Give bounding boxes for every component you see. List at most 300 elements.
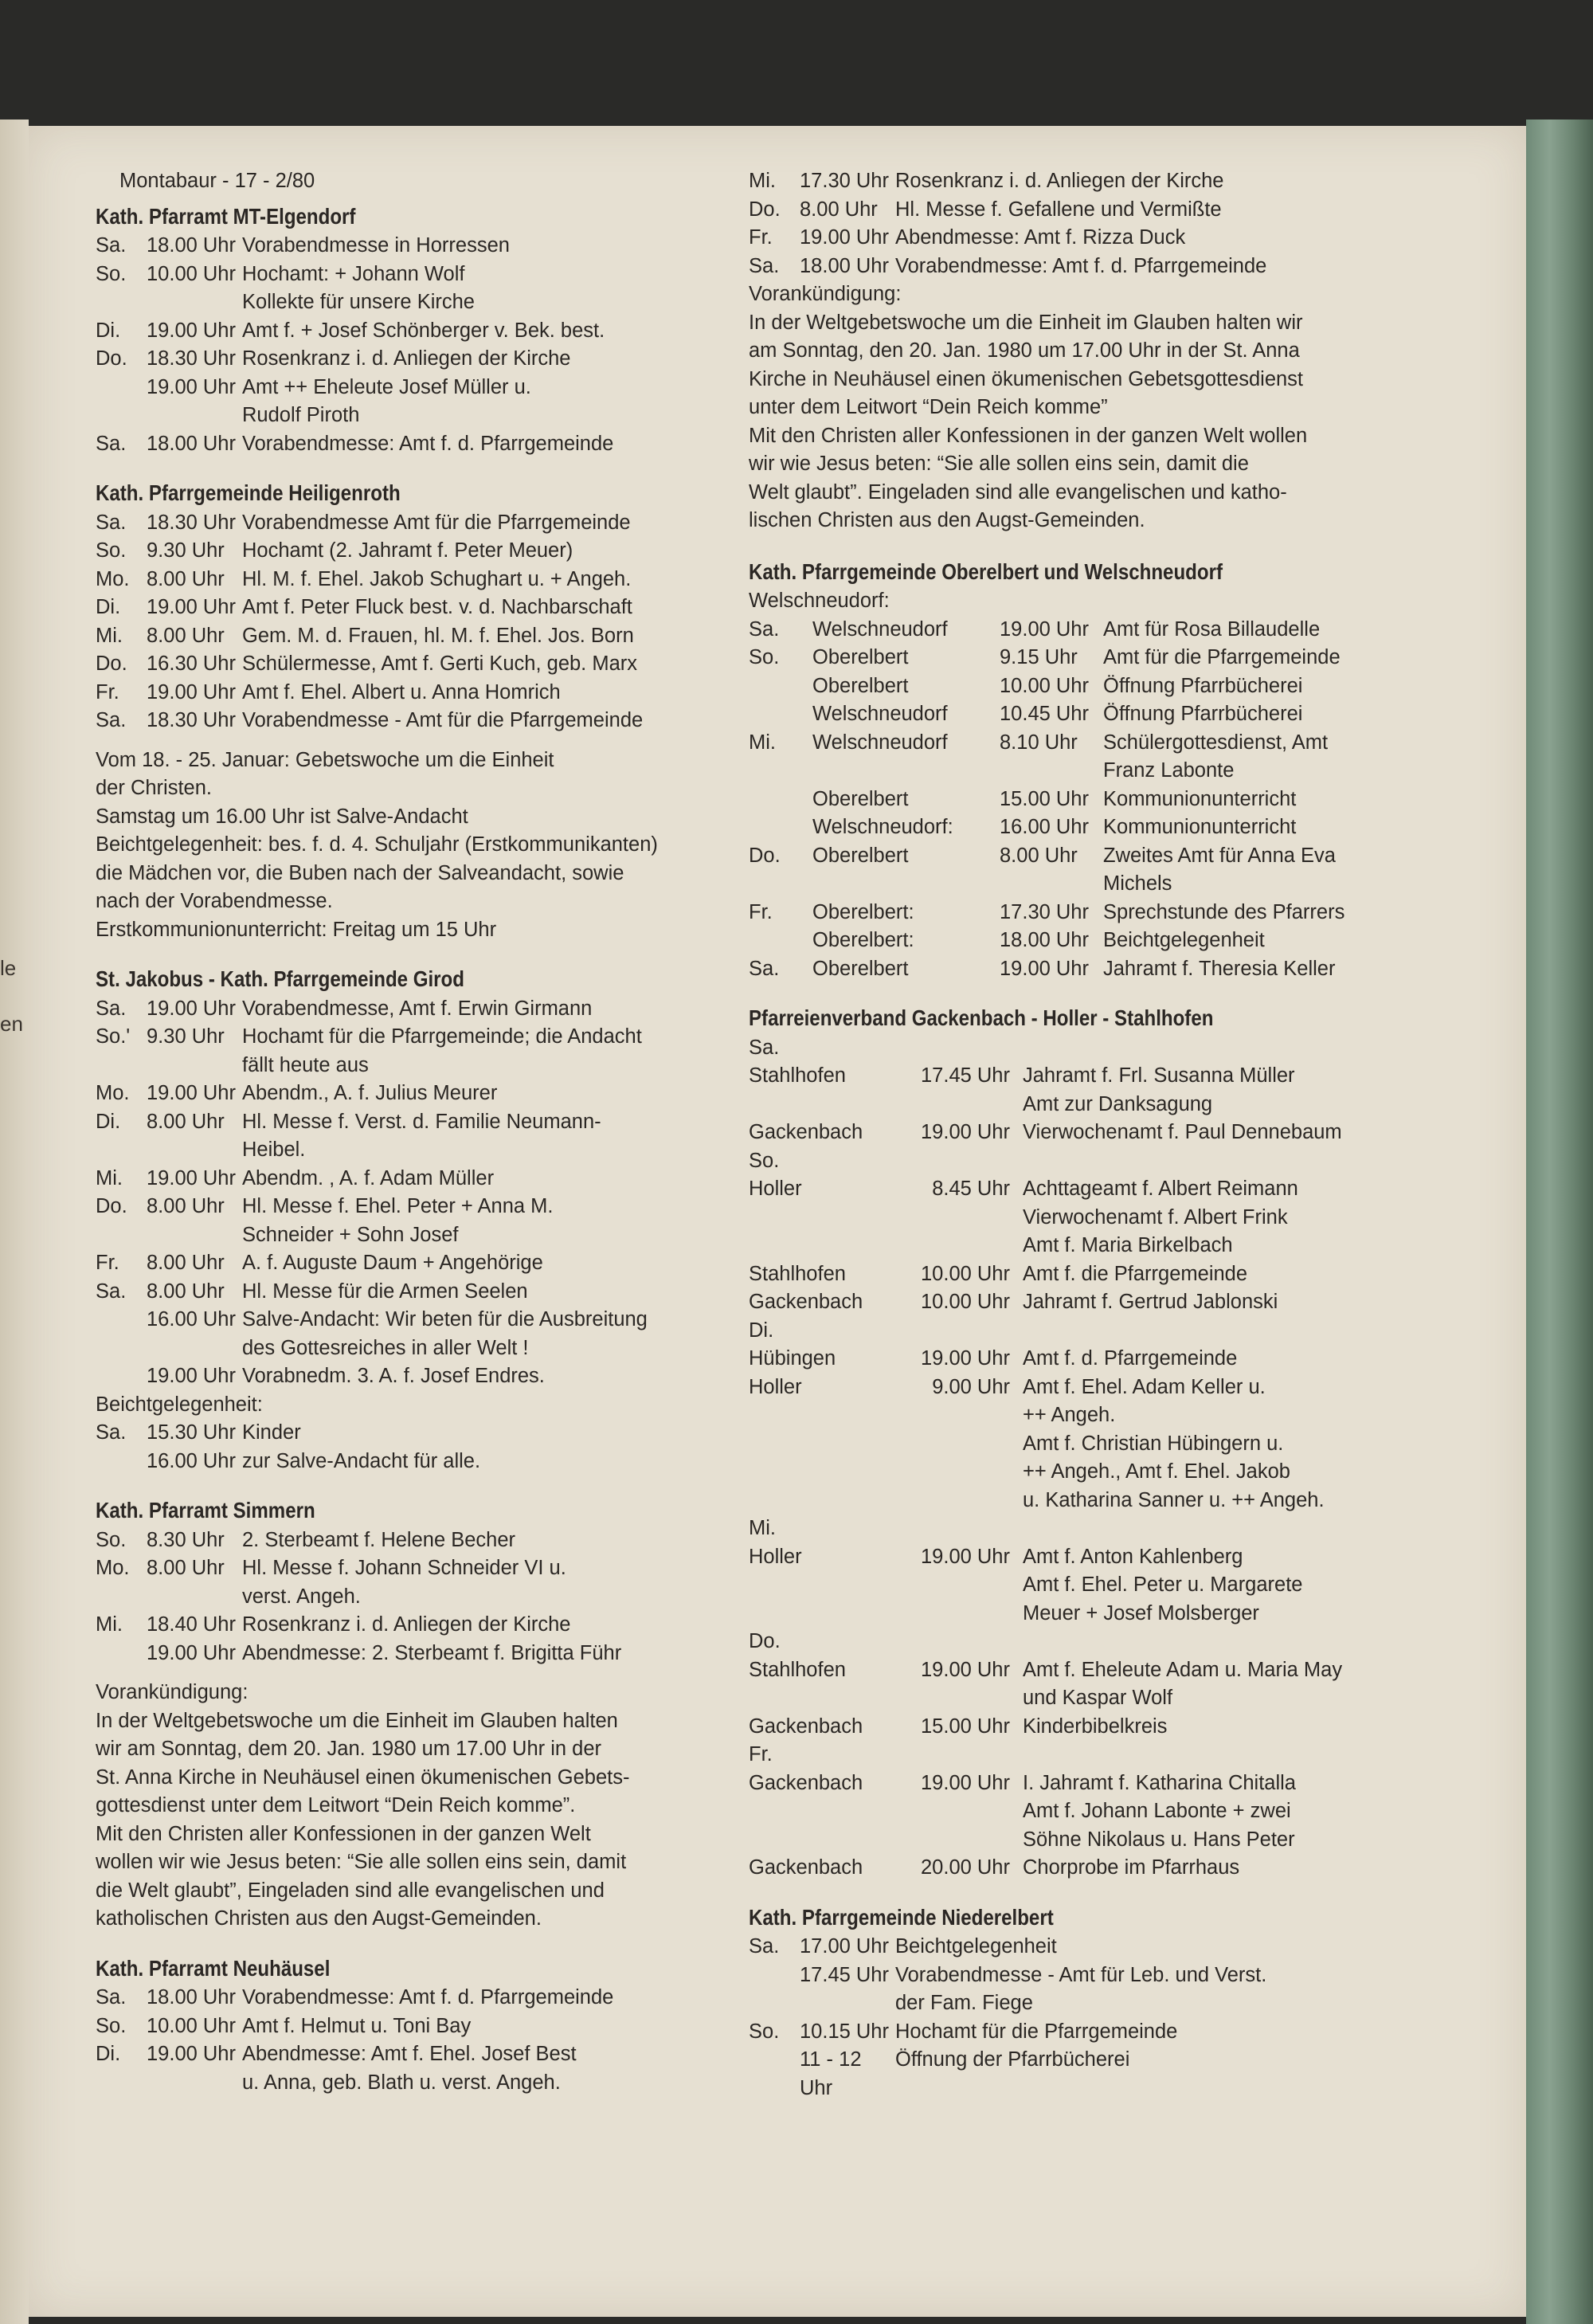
schedule-row (96, 622, 757, 651)
place-label (749, 1487, 914, 1515)
text-line: St. Anna Kirche in Neuhäusel einen ökumenischen Gebets- (96, 1766, 630, 1789)
entry-text: Hl. Messe f. Gefallene und Vermißte (895, 198, 1222, 221)
schedule-row (96, 1526, 757, 1555)
schedule-neuhaeusel (96, 1984, 757, 2097)
day-label: Do. (96, 653, 127, 675)
time-label: 8.00 Uhr (147, 1557, 225, 1579)
day-label (96, 1221, 147, 1250)
day-label: Sa. (96, 511, 127, 534)
text-line: katholischen Christen aus den Augst-Gemeinden. (96, 1907, 542, 1930)
place-label: Do. (749, 1630, 781, 1652)
schedule-row (749, 1989, 1466, 2018)
place-label: Welschneudorf (812, 703, 948, 725)
place-label: Fr. (749, 1743, 773, 1766)
place-label (812, 870, 1000, 899)
time-label: 19.00 Uhr (921, 1658, 1010, 1681)
place-label (812, 757, 1000, 786)
time-label: 18.00 Uhr (800, 254, 889, 277)
place-label: Oberelbert (812, 957, 909, 980)
schedule-row (96, 679, 757, 707)
schedule-row (749, 253, 1466, 281)
section-title-girod: St. Jakobus - Kath. Pfarrgemeinde Girod (96, 966, 464, 991)
entry-text: Vorabendmesse in Horressen (242, 234, 510, 257)
schedule-row (749, 167, 1466, 196)
schedule-row (749, 1175, 1466, 1204)
time-label: 8.00 Uhr (147, 624, 225, 647)
day-label: So. (749, 646, 780, 668)
schedule-row (749, 2018, 1466, 2047)
day-label (96, 1052, 147, 1080)
time-label: 19.00 Uhr (147, 1166, 236, 1189)
time-label (147, 1052, 242, 1080)
schedule-elgendorf (96, 232, 757, 458)
schedule-row (749, 1232, 1466, 1260)
time-label (1000, 757, 1103, 786)
place-label: Stahlhofen (749, 1658, 846, 1681)
day-label: So. (96, 1528, 127, 1551)
schedule-gackenbach (749, 1034, 1466, 1883)
schedule-row (749, 1062, 1466, 1091)
schedule-row (749, 842, 1466, 871)
section-title-niederelbert: Kath. Pfarrgemeinde Niederelbert (749, 1904, 1054, 1930)
time-label: 11 - 12 Uhr (800, 2048, 862, 2099)
time-label: 8.00 Uhr (800, 198, 878, 221)
day-label: Mi. (749, 731, 776, 754)
time-label: 17.30 Uhr (800, 170, 889, 192)
time-label: 18.00 Uhr (147, 234, 236, 257)
time-label: 19.00 Uhr (800, 226, 889, 249)
schedule-row (96, 430, 757, 459)
time-label: 8.10 Uhr (1000, 731, 1078, 754)
entry-text: Beichtgelegenheit (895, 1935, 1057, 1958)
entry-text: Hl. Messe für die Armen Seelen (242, 1280, 528, 1303)
entry-text: Rosenkranz i. d. Anliegen der Kirche (242, 1613, 571, 1636)
day-label: Sa. (96, 1280, 127, 1303)
section-title-heiligenroth: Kath. Pfarrgemeinde Heiligenroth (96, 480, 401, 505)
entry-text: Zweites Amt für Anna Eva (1103, 844, 1336, 867)
schedule-row (749, 1147, 1466, 1176)
time-label: 10.00 Uhr (147, 2014, 236, 2037)
time-label: 18.30 Uhr (147, 709, 236, 731)
schedule-row (96, 374, 757, 402)
entry-text: Vorabnedm. 3. A. f. Josef Endres. (242, 1365, 545, 1387)
time-label (914, 1628, 1023, 1656)
text-line: nach der Vorabendmesse. (96, 890, 333, 912)
text-line: Vom 18. - 25. Januar: Gebetswoche um die Einheit (96, 748, 554, 771)
entry-text: Öffnung Pfarrbücherei (1103, 674, 1303, 697)
time-label (914, 1741, 1023, 1769)
schedule-row (749, 1571, 1466, 1600)
left-column (96, 167, 757, 2097)
schedule-row (749, 1204, 1466, 1233)
section-title-simmern: Kath. Pfarramt Simmern (96, 1498, 315, 1523)
time-label: 18.30 Uhr (147, 347, 236, 370)
time-label: 10.15 Uhr (800, 2020, 889, 2043)
entry-text: Schülergottesdienst, Amt (1103, 731, 1329, 754)
entry-text: fällt heute aus (242, 1053, 369, 1076)
entry-text: der Fam. Fiege (895, 1992, 1033, 2014)
time-label (914, 1091, 1023, 1119)
time-label: 8.45 Uhr (932, 1178, 1010, 1200)
day-label (96, 1306, 147, 1334)
place-label (749, 1401, 914, 1430)
beicht-label-girod: Beichtgelegenheit: (96, 1393, 263, 1416)
day-label: Sa. (96, 234, 127, 257)
place-label: Oberelbert (812, 646, 909, 668)
day-label: Sa. (96, 432, 127, 455)
schedule-row (96, 1419, 757, 1448)
time-label: 10.00 Uhr (921, 1291, 1010, 1313)
schedule-row (749, 1684, 1466, 1713)
place-label: Stahlhofen (749, 1064, 846, 1087)
entry-text: 2. Sterbeamt f. Helene Becher (242, 1528, 516, 1551)
place-label: Oberelbert (812, 674, 909, 697)
schedule-row (749, 786, 1466, 814)
schedule-row (749, 1933, 1466, 1961)
entry-text: Vorabendmesse: Amt f. d. Pfarrgemeinde (895, 254, 1267, 277)
text-line: wollen wir wie Jesus beten: “Sie alle sollen eins sein, damit (96, 1851, 627, 1873)
entry-text: Franz Labonte (1103, 759, 1235, 782)
day-label: Sa. (749, 617, 780, 641)
time-label: 19.00 Uhr (1000, 617, 1089, 641)
schedule-row (749, 1628, 1466, 1656)
entry-text: Heibel. (242, 1138, 306, 1161)
schedule-row (96, 345, 757, 374)
entry-text: Rudolf Piroth (242, 404, 360, 426)
time-label: 10.00 Uhr (921, 1262, 1010, 1285)
beicht-schedule-girod (96, 1419, 757, 1476)
text-line: In der Weltgebetswoche um die Einheit im Glauben halten (96, 1709, 618, 1732)
text-line: der Christen. (96, 777, 212, 799)
entry-text: Kinder (242, 1421, 301, 1444)
place-label: Welschneudorf (812, 617, 948, 641)
day-label: Mi. (96, 1613, 123, 1636)
place-label (749, 1797, 914, 1826)
entry-text: Meuer + Josef Molsberger (1023, 1601, 1259, 1624)
entry-text: des Gottesreiches in aller Welt ! (242, 1336, 529, 1359)
entry-text: Abendm. , A. f. Adam Müller (242, 1166, 495, 1189)
place-label (749, 1430, 914, 1459)
schedule-continued (749, 167, 1466, 280)
entry-text: Kollekte für unsere Kirche (242, 291, 475, 313)
day-label: Mi. (96, 624, 123, 647)
page-title: Montabaur - 17 - 2/80 (119, 170, 315, 192)
day-label: Sa. (96, 709, 127, 731)
place-label: Welschneudorf (812, 731, 948, 754)
place-label (749, 1204, 914, 1233)
schedule-row (749, 955, 1466, 984)
time-label (914, 1458, 1023, 1487)
day-label: Sa. (96, 1421, 127, 1444)
time-label: 19.00 Uhr (147, 997, 236, 1020)
time-label: 18.00 Uhr (147, 1986, 236, 2009)
schedule-row (749, 1741, 1466, 1769)
entry-text: Kinderbibelkreis (1023, 1715, 1168, 1738)
day-label (96, 2069, 147, 2098)
entry-text: Amt f. die Pfarrgemeinde (1023, 1262, 1248, 1285)
time-label: 18.40 Uhr (147, 1613, 236, 1636)
day-label: Do. (749, 198, 781, 221)
place-label: Gackenbach (749, 1856, 863, 1879)
schedule-row (749, 1458, 1466, 1487)
time-label (914, 1600, 1023, 1628)
day-label: So. (96, 262, 127, 285)
right-column (749, 167, 1466, 2103)
day-label: Fr. (749, 226, 773, 249)
entry-text: Jahramt f. Gertrud Jablonski (1023, 1291, 1278, 1313)
text-line: Mit den Christen aller Konfessionen in der ganzen Welt (96, 1822, 591, 1845)
schedule-row (749, 1826, 1466, 1855)
time-label (914, 1204, 1023, 1233)
schedule-row (96, 1193, 757, 1221)
time-label (914, 1487, 1023, 1515)
text-line: Samstag um 16.00 Uhr ist Salve-Andacht (96, 805, 468, 828)
entry-text: Vorabendmesse - Amt für die Pfarrgemeinde (242, 709, 644, 731)
text-line: In der Weltgebetswoche um die Einheit im Glauben halten wir (749, 311, 1303, 334)
entry-text: Michels (1103, 872, 1172, 895)
entry-text: und Kaspar Wolf (1023, 1687, 1173, 1709)
entry-text: Amt ++ Eheleute Josef Müller u. (242, 375, 531, 398)
day-label (96, 1640, 147, 1668)
schedule-row (96, 317, 757, 346)
entry-text: Amt f. Ehel. Albert u. Anna Homrich (242, 680, 561, 703)
schedule-row (96, 1108, 757, 1137)
schedule-row (749, 2046, 1466, 2103)
time-label (800, 1989, 895, 2018)
schedule-row (749, 616, 1466, 645)
day-label: So. (749, 2020, 780, 2043)
entry-text (1023, 1741, 1466, 1769)
day-label: Mo. (96, 567, 130, 590)
schedule-row (749, 1600, 1466, 1628)
place-label (749, 1091, 914, 1119)
entry-text: Chorprobe im Pfarrhaus (1023, 1856, 1240, 1879)
schedule-row (749, 927, 1466, 955)
place-label: Stahlhofen (749, 1262, 846, 1285)
section-title-oberelbert: Kath. Pfarrgemeinde Oberelbert und Welschneudorf (749, 558, 1223, 584)
entry-text: Hochamt für die Pfarrgemeinde (895, 2020, 1178, 2043)
schedule-row (749, 1854, 1466, 1883)
entry-text: Abendm., A. f. Julius Meurer (242, 1082, 498, 1104)
entry-text: Vierwochenamt f. Albert Frink (1023, 1205, 1288, 1229)
day-label (749, 2046, 800, 2103)
time-label: 15.00 Uhr (1000, 787, 1089, 810)
schedule-row (96, 1306, 757, 1334)
text-line: Vorankündigung: (96, 1681, 249, 1703)
entry-text: Abendmesse: Amt f. Rizza Duck (895, 226, 1186, 249)
time-label: 9.00 Uhr (932, 1375, 1010, 1398)
entry-text: Amt f. Eheleute Adam u. Maria May (1023, 1658, 1343, 1681)
day-label: So. (96, 539, 127, 562)
entry-text (1023, 1034, 1466, 1063)
day-label: So.' (96, 1025, 131, 1048)
schedule-row (749, 1713, 1466, 1742)
time-label (914, 1571, 1023, 1600)
schedule-heiligenroth (96, 509, 757, 735)
notes-continued (749, 280, 1466, 535)
time-label: 8.00 Uhr (147, 1252, 225, 1274)
time-label (914, 1515, 1023, 1543)
day-label (96, 402, 147, 430)
entry-text: Amt zur Danksagung (1023, 1092, 1213, 1115)
day-label (749, 870, 812, 899)
place-label (749, 1600, 914, 1628)
place-label: Hübingen (749, 1347, 836, 1370)
schedule-row (96, 594, 757, 622)
entry-text: Vorabendmesse, Amt f. Erwin Girmann (242, 997, 593, 1020)
schedule-row (749, 1515, 1466, 1543)
text-line: wir am Sonntag, dem 20. Jan. 1980 um 17.00 Uhr in der (96, 1738, 602, 1760)
schedule-row (96, 232, 757, 261)
time-label: 8.00 Uhr (147, 1195, 225, 1217)
text-line: gottesdienst unter dem Leitwort “Dein Reich komme”. (96, 1794, 576, 1816)
entry-text: Vorabendmesse: Amt f. d. Pfarrgemeinde (242, 432, 614, 455)
text-line: lischen Christen aus den Augst-Gemeinden. (749, 509, 1145, 531)
day-label: Sa. (749, 957, 780, 980)
day-label (96, 1136, 147, 1165)
day-label (749, 786, 812, 814)
entry-text: Schülermesse, Amt f. Gerti Kuch, geb. Marx (242, 653, 638, 675)
schedule-row (749, 1543, 1466, 1572)
time-label: 17.00 Uhr (800, 1935, 889, 1958)
schedule-row (96, 1448, 757, 1476)
time-label: 19.00 Uhr (921, 1771, 1010, 1794)
entry-text: Hochamt (2. Jahramt f. Peter Meuer) (242, 539, 573, 562)
place-label: Di. (749, 1319, 774, 1342)
schedule-row (749, 196, 1466, 225)
schedule-row (749, 224, 1466, 253)
time-label: 16.00 Uhr (147, 1449, 236, 1472)
time-label: 16.00 Uhr (1000, 816, 1089, 838)
entry-text: ++ Angeh. (1023, 1404, 1116, 1426)
time-label: 9.15 Uhr (1000, 646, 1078, 668)
text-line: Kirche in Neuhäusel einen ökumenischen Gebetsgottesdienst (749, 367, 1304, 390)
time-label: 19.00 Uhr (147, 1365, 236, 1387)
schedule-row (96, 1278, 757, 1307)
time-label (147, 1136, 242, 1165)
book-binding (1526, 120, 1593, 2324)
time-label: 19.00 Uhr (147, 2043, 236, 2065)
schedule-row (749, 672, 1466, 701)
schedule-row (749, 1374, 1466, 1402)
time-label (147, 1221, 242, 1250)
day-label (96, 1583, 147, 1612)
schedule-row (96, 1023, 757, 1052)
entry-text: Vorabendmesse Amt für die Pfarrgemeinde (242, 511, 631, 534)
schedule-row (96, 2069, 757, 2098)
day-label: Do. (96, 347, 127, 370)
time-label: 19.00 Uhr (921, 1545, 1010, 1568)
schedule-row (96, 1583, 757, 1612)
time-label: 17.45 Uhr (800, 1963, 889, 1986)
section-title-elgendorf: Kath. Pfarramt MT-Elgendorf (96, 203, 356, 229)
schedule-row (749, 1401, 1466, 1430)
schedule-row (96, 566, 757, 594)
day-label (749, 927, 812, 955)
time-label (914, 1684, 1023, 1713)
entry-text: Amt f. Johann Labonte + zwei (1023, 1800, 1291, 1822)
entry-text: Abendmesse: 2. Sterbeamt f. Brigitta Führ (242, 1641, 622, 1664)
day-label (96, 1448, 147, 1476)
text-line: die Mädchen vor, die Buben nach der Salveandacht, sowie (96, 861, 624, 884)
schedule-row (749, 1119, 1466, 1147)
day-label: Fr. (96, 1252, 119, 1274)
entry-text: Vierwochenamt f. Paul Dennebaum (1023, 1121, 1342, 1143)
place-label (749, 1571, 914, 1600)
entry-text: Amt für die Pfarrgemeinde (1103, 646, 1341, 668)
time-label: 19.00 Uhr (147, 319, 236, 342)
day-label: Di. (96, 1110, 121, 1133)
place-label (749, 1684, 914, 1713)
time-label: 17.45 Uhr (921, 1064, 1010, 1087)
day-label: Fr. (96, 680, 119, 703)
time-label: 19.00 Uhr (147, 1082, 236, 1104)
day-label (96, 374, 147, 402)
text-line: wir wie Jesus beten: “Sie alle sollen eins sein, damit die (749, 453, 1249, 475)
entry-text: Gem. M. d. Frauen, hl. M. f. Ehel. Jos. Born (242, 624, 634, 647)
day-label: Di. (96, 596, 121, 618)
schedule-row (749, 644, 1466, 672)
place-label: Gackenbach (749, 1291, 863, 1313)
time-label (914, 1826, 1023, 1855)
time-label: 10.00 Uhr (147, 262, 236, 285)
time-label: 8.00 Uhr (147, 1110, 225, 1133)
entry-text: Hl. Messe f. Ehel. Peter + Anna M. (242, 1195, 554, 1217)
facing-page-fragment: le (0, 956, 17, 980)
entry-text: Amt f. Ehel. Adam Keller u. (1023, 1375, 1266, 1398)
place-label: Holler (749, 1178, 802, 1200)
schedule-simmern (96, 1526, 757, 1668)
entry-text: Amt f. Peter Fluck best. v. d. Nachbarschaft (242, 596, 632, 618)
entry-text: Hl. Messe f. Johann Schneider VI u. (242, 1557, 566, 1579)
time-label: 15.00 Uhr (921, 1715, 1010, 1738)
schedule-row (749, 757, 1466, 786)
entry-text: Öffnung der Pfarrbücherei (895, 2048, 1130, 2071)
entry-text: Kommunionunterricht (1103, 816, 1297, 838)
day-label (749, 813, 812, 842)
time-label (914, 1034, 1023, 1063)
time-label: 9.30 Uhr (147, 539, 225, 562)
schedule-row (749, 729, 1466, 758)
schedule-oberelbert (749, 616, 1466, 984)
notes-heiligenroth (96, 747, 757, 945)
time-label: 19.00 Uhr (921, 1121, 1010, 1143)
place-label: Oberelbert (812, 787, 909, 810)
entry-text: Hochamt für die Pfarrgemeinde; die Andacht (242, 1025, 642, 1048)
schedule-row (96, 995, 757, 1024)
entry-text: Amt f. Ehel. Peter u. Margarete (1023, 1574, 1303, 1596)
time-label: 18.00 Uhr (147, 432, 236, 455)
entry-text: Jahramt f. Theresia Keller (1103, 957, 1336, 980)
entry-text: Öffnung Pfarrbücherei (1103, 703, 1303, 725)
entry-text: Vorabendmesse - Amt für Leb. und Verst. (895, 1963, 1267, 1986)
time-label: 19.00 Uhr (1000, 957, 1089, 980)
entry-text: zur Salve-Andacht für alle. (242, 1449, 481, 1472)
place-label: Welschneudorf: (812, 816, 953, 838)
entry-text: I. Jahramt f. Katharina Chitalla (1023, 1771, 1296, 1794)
schedule-row (96, 1984, 757, 2012)
time-label: 17.30 Uhr (1000, 900, 1089, 923)
day-label: Mi. (749, 170, 776, 192)
day-label: Sa. (96, 997, 127, 1020)
entry-text: Amt für Rosa Billaudelle (1103, 617, 1321, 641)
entry-text: Amt f. Anton Kahlenberg (1023, 1545, 1243, 1568)
entry-text: Rosenkranz i. d. Anliegen der Kirche (895, 170, 1224, 192)
time-label: 8.00 Uhr (1000, 844, 1078, 867)
entry-text: ++ Angeh., Amt f. Ehel. Jakob (1023, 1460, 1290, 1483)
schedule-row (749, 1317, 1466, 1346)
entry-text: Amt f. Christian Hübingern u. (1023, 1432, 1284, 1455)
